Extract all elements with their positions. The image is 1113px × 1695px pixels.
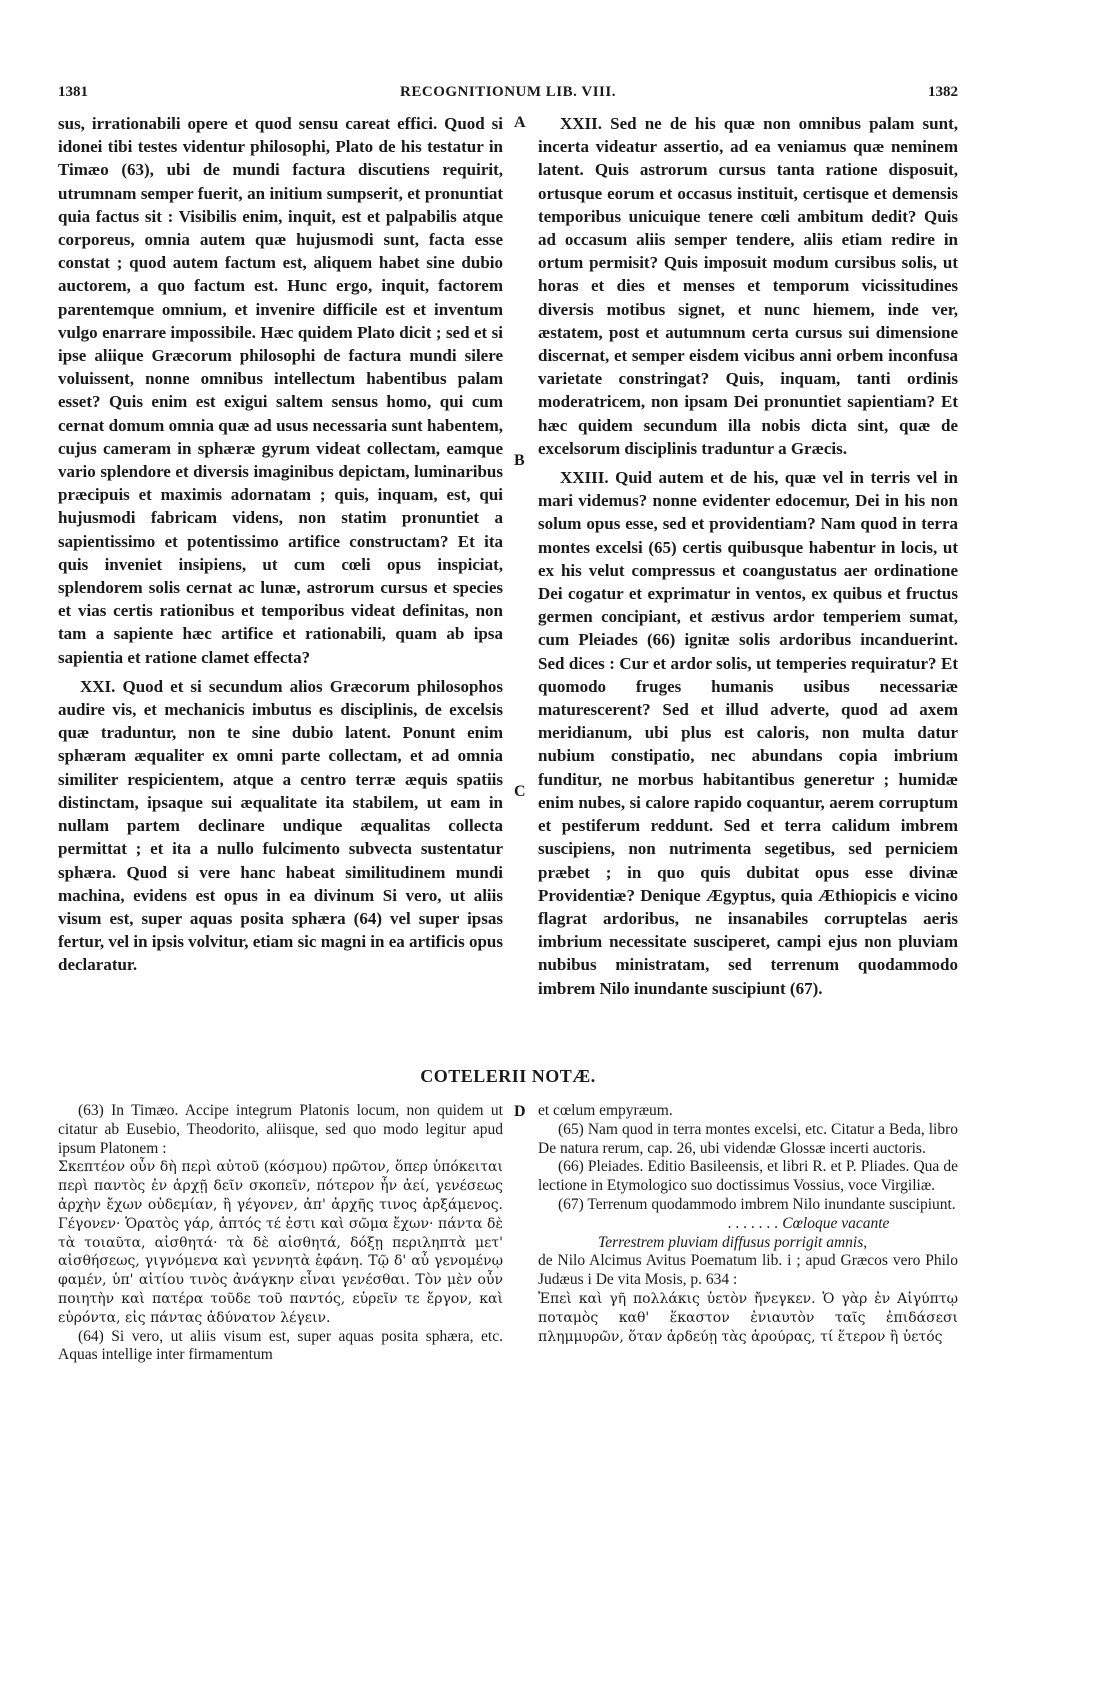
note-67: (67) Terrenum quodammodo imbrem Nilo inundante suscipiunt. [558,1195,956,1213]
margin-marker-b: B [514,452,525,469]
note-63: (63) In Timæo. Accipe integrum Platonis locum, non quidem ut citatur ab Eusebio, Theodorito, aliisque, sed quo modo legitur apud ipsum Platonem : [58,1102,503,1157]
left-paragraph-2: XXI. Quod et si secundum alios Græcorum philosophos audire vis, et mechanicis imbutus es disciplinis, de excelsis quæ traduntur, non te sine dubio latent. Ponunt enim sphæram æqualiter ex omni parte collectam, et ad omnia similiter respicientem, atque a centro terræ æquis spatiis distinctam, ipsaque sui æqualitate ita stabilem, ut eam in nullam partem declinare undique æqualitas collecta permittat ; et ita a nullo fulcimento subvecta sustentatur sphæra. Quod si vere hanc habeat similitudinem mundi machina, evidens est opus in ea divinum Si vero, ut aliis visum est, super aquas posita sphæra (64) vel super ipsas fertur, vel in ipsis volvitur, etiam sic magni in ea artificis opus declaratur. [58,676,503,975]
notes-right-column [538,1102,958,1346]
margin-marker-d: D [514,1103,526,1120]
note-63-greek: Σκεπτέον οὖν δὴ περὶ αὐτοῦ (κόσμου) πρῶτον, ὅπερ ὑπόκειται περὶ παντὸς ἐν ἀρχῇ δεῖν σκοπεῖν, πότερον ἦν ἀεί, γενέσεως ἀρχὴν ἔχων οὐδεμίαν, ἢ γέγονεν, ἀπ' ἀρχῆς τινος ἀρξάμενος. Γέγονεν· Ὁρατὸς γάρ, ἁπτός τέ ἐστι καὶ σῶμα ἔχων· πάντα δὲ τὰ τοιαῦτα, αἰσθητά· τὰ δὲ αἰσθητά, δόξῃ περιληπτὰ μετ' αἰσθήσεως, γιγνόμενα καὶ γεννητὰ ἐφάνη. Τῷ δ' αὖ γενομένῳ φαμέν, ὑπ' αἰτίου τινὸς ἀνάγκην εἶναι γενέσθαι. Τὸν μὲν οὖν ποιητὴν καὶ πατέρα τοῦδε τοῦ παντός, εὑρεῖν τε ἔργον, καὶ εὑρόντα, εἰς πάντας ἀδύνατον λέγειν. [58,1159,503,1326]
left-column [58,112,503,977]
verse-line-1: . . . . . . . Cœloque vacante [728,1214,890,1232]
left-paragraph-1: sus, irrationabili opere et quod sensu careat effici. Quod si idonei tibi testes videntur philosophi, Plato de his testatur in Timæo (63), ubi de mundi factura discutiens requirit, utrumnam semper fuerit, an initium sumpserit, et pronuntiat quia factus sit : Visibilis enim, inquit, est et palpabilis atque corporeus, omnia autem quæ hujusmodi sunt, facta esse constat ; quod autem factum est, aliquem habet sine dubio auctorem, a quo factum est. Hunc ergo, inquit, factorem parentemque omnium, et invenire difficile est et inventum vulgo enarrare impossibile. Hæc quidem Plato dicit ; sed et si ipse aliique Græcorum philosophi de factura mundi silere voluissent, nonne omnibus intellectum habentibus palam esset? Quis enim est exigui saltem sensus homo, qui cum cernat domum omnia quæ ad usus necessaria sunt habentem, cujus cameram in sphæræ gyrum videat collectam, eamque vario splendore et diversis imaginibus depictam, luminaribus præcipuis et maximis adornatam ; quis, inquam, est, qui hujusmodi fabricam videns, non statim pronuntiet a sapientissimo et potentissimo artifice constructam? Et ita quis inveniet insipiens, ut cum cœli opus inspiciat, splendorem solis cernat ac lunæ, astrorum cursus et species et vias certis rationibus et temporibus videat definitas, non tam a sapiente hæc artifice et rationabili, quam ab ipsa sapientia et ratione clamet effecta? [58,114,503,667]
right-paragraph-2: XXIII. Quid autem et de his, quæ vel in terris vel in mari videmus? nonne evidenter edocemur, Dei in his non solum opus esse, sed et providentiam? Nam quod in terra montes excelsi (65) certis quibusque habentur in locis, ut ex his velut compressus et coangustatus aer ordinatione Dei cogatur et exprimatur in ventos, ex quibus et fructus germen concipiant, et æstivus ardor temperiem sumat, cum Pleiades (66) ignitæ solis ardoribus incanduerint. Sed dices : Cur et ardor solis, ut temperies requiratur? Et quomodo fruges humanis usibus necessariæ maturescerent? Sed et illud adverte, quod ad axem meridianum, ubi plus est caloris, non multa datur nubium constipatio, nec abundans copia imbrium funditur, ne morbus habitantibus generetur ; humidæ enim nubes, si calore rapido coquantur, aerem corruptum et pestiferum reddunt. Sed et terra calidum imbrem suscipiens, non nutrimenta segetibus, sed perniciem præbet ; in quo quis dubitat opus esse divinæ Providentiæ? Denique Ægyptus, quia Æthiopicis e vicino flagrat ardoribus, ne insanabiles corruptelas aeris imbrium necessitate susciperet, campi ejus non pluviam nubibus ministratam, sed terrenum quodammodo imbrem Nilo inundante suscipiunt (67). [538,468,958,998]
note-66: (66) Pleiades. Editio Basileensis, et libri R. et P. Pliades. Qua de lectione in Etymologico suo doctissimus Vossius, voce Virgiliæ. [538,1158,958,1195]
right-column [538,112,958,1000]
note-67-source: de Nilo Alcimus Avitus Poematum lib. i ; apud Græcos vero Philo Judæus i De vita Mosis, p. 634 : [538,1252,958,1289]
running-header [58,84,958,106]
page-number-right: 1382 [928,84,958,100]
page-number-left: 1381 [58,84,88,100]
notes-left-column [58,1102,503,1365]
note-64-continued: et cœlum empyræum. [538,1102,673,1119]
note-65: (65) Nam quod in terra montes excelsi, etc. Citatur a Beda, libro De natura rerum, cap. 26, ubi videndæ Glossæ incerti auctoris. [538,1120,958,1157]
right-paragraph-1: XXII. Sed ne de his quæ non omnibus palam sunt, incerta videatur assertio, ad ea veniamus quæ neminem latent. Quis astrorum cursus tanta ratione disposuit, ortusque eorum et occasus instituit, certisque et demensis temporibus unicuique tenere cœli ambitum dedit? Quis ad occasum aliis semper tendere, aliis etiam redire in ortum permisit? Quis imposuit modum cursibus solis, ut horas et dies et menses et temporum vicissitudines diversis motibus signet, et nunc hiemem, inde ver, æstatem, post et autumnum certa cursus sui dimensione discernat, et semper eisdem vicibus anni orbem inconfusa varietate constringat? Quis, inquam, tanti ordinis moderatricem, non ipsam Dei pronuntiet sapientiam? Et hæc quidem secundum illa nobis dicta sint, quæ de excelsorum disciplinis traduntur a Græcis. [538,114,958,458]
verse-line-2: Terrestrem pluviam diffusus porrigit amnis, [598,1233,868,1251]
notes-title: COTELERII NOTÆ. [420,1066,596,1086]
note-67-greek: Ἐπεὶ καὶ γῆ πολλάκις ὑετὸν ἤνεγκεν. Ὁ γὰρ ἐν Αἰγύπτῳ ποταμὸς καθ' ἕκαστον ἐνιαυτὸν ταῖς ἐπιδάσεσι πλημμυρῶν, ὅταν ἀρδεύῃ τὰς ἀρούρας, τί ἕτερον ἢ ὑετός [538,1290,958,1345]
margin-marker-a: A [514,114,526,131]
margin-marker-c: C [514,783,526,800]
running-title: RECOGNITIONUM LIB. VIII. [400,84,616,100]
note-64: (64) Si vero, ut aliis visum est, super aquas posita sphæra, etc. Aquas intellige inter firmamentum [58,1327,503,1364]
